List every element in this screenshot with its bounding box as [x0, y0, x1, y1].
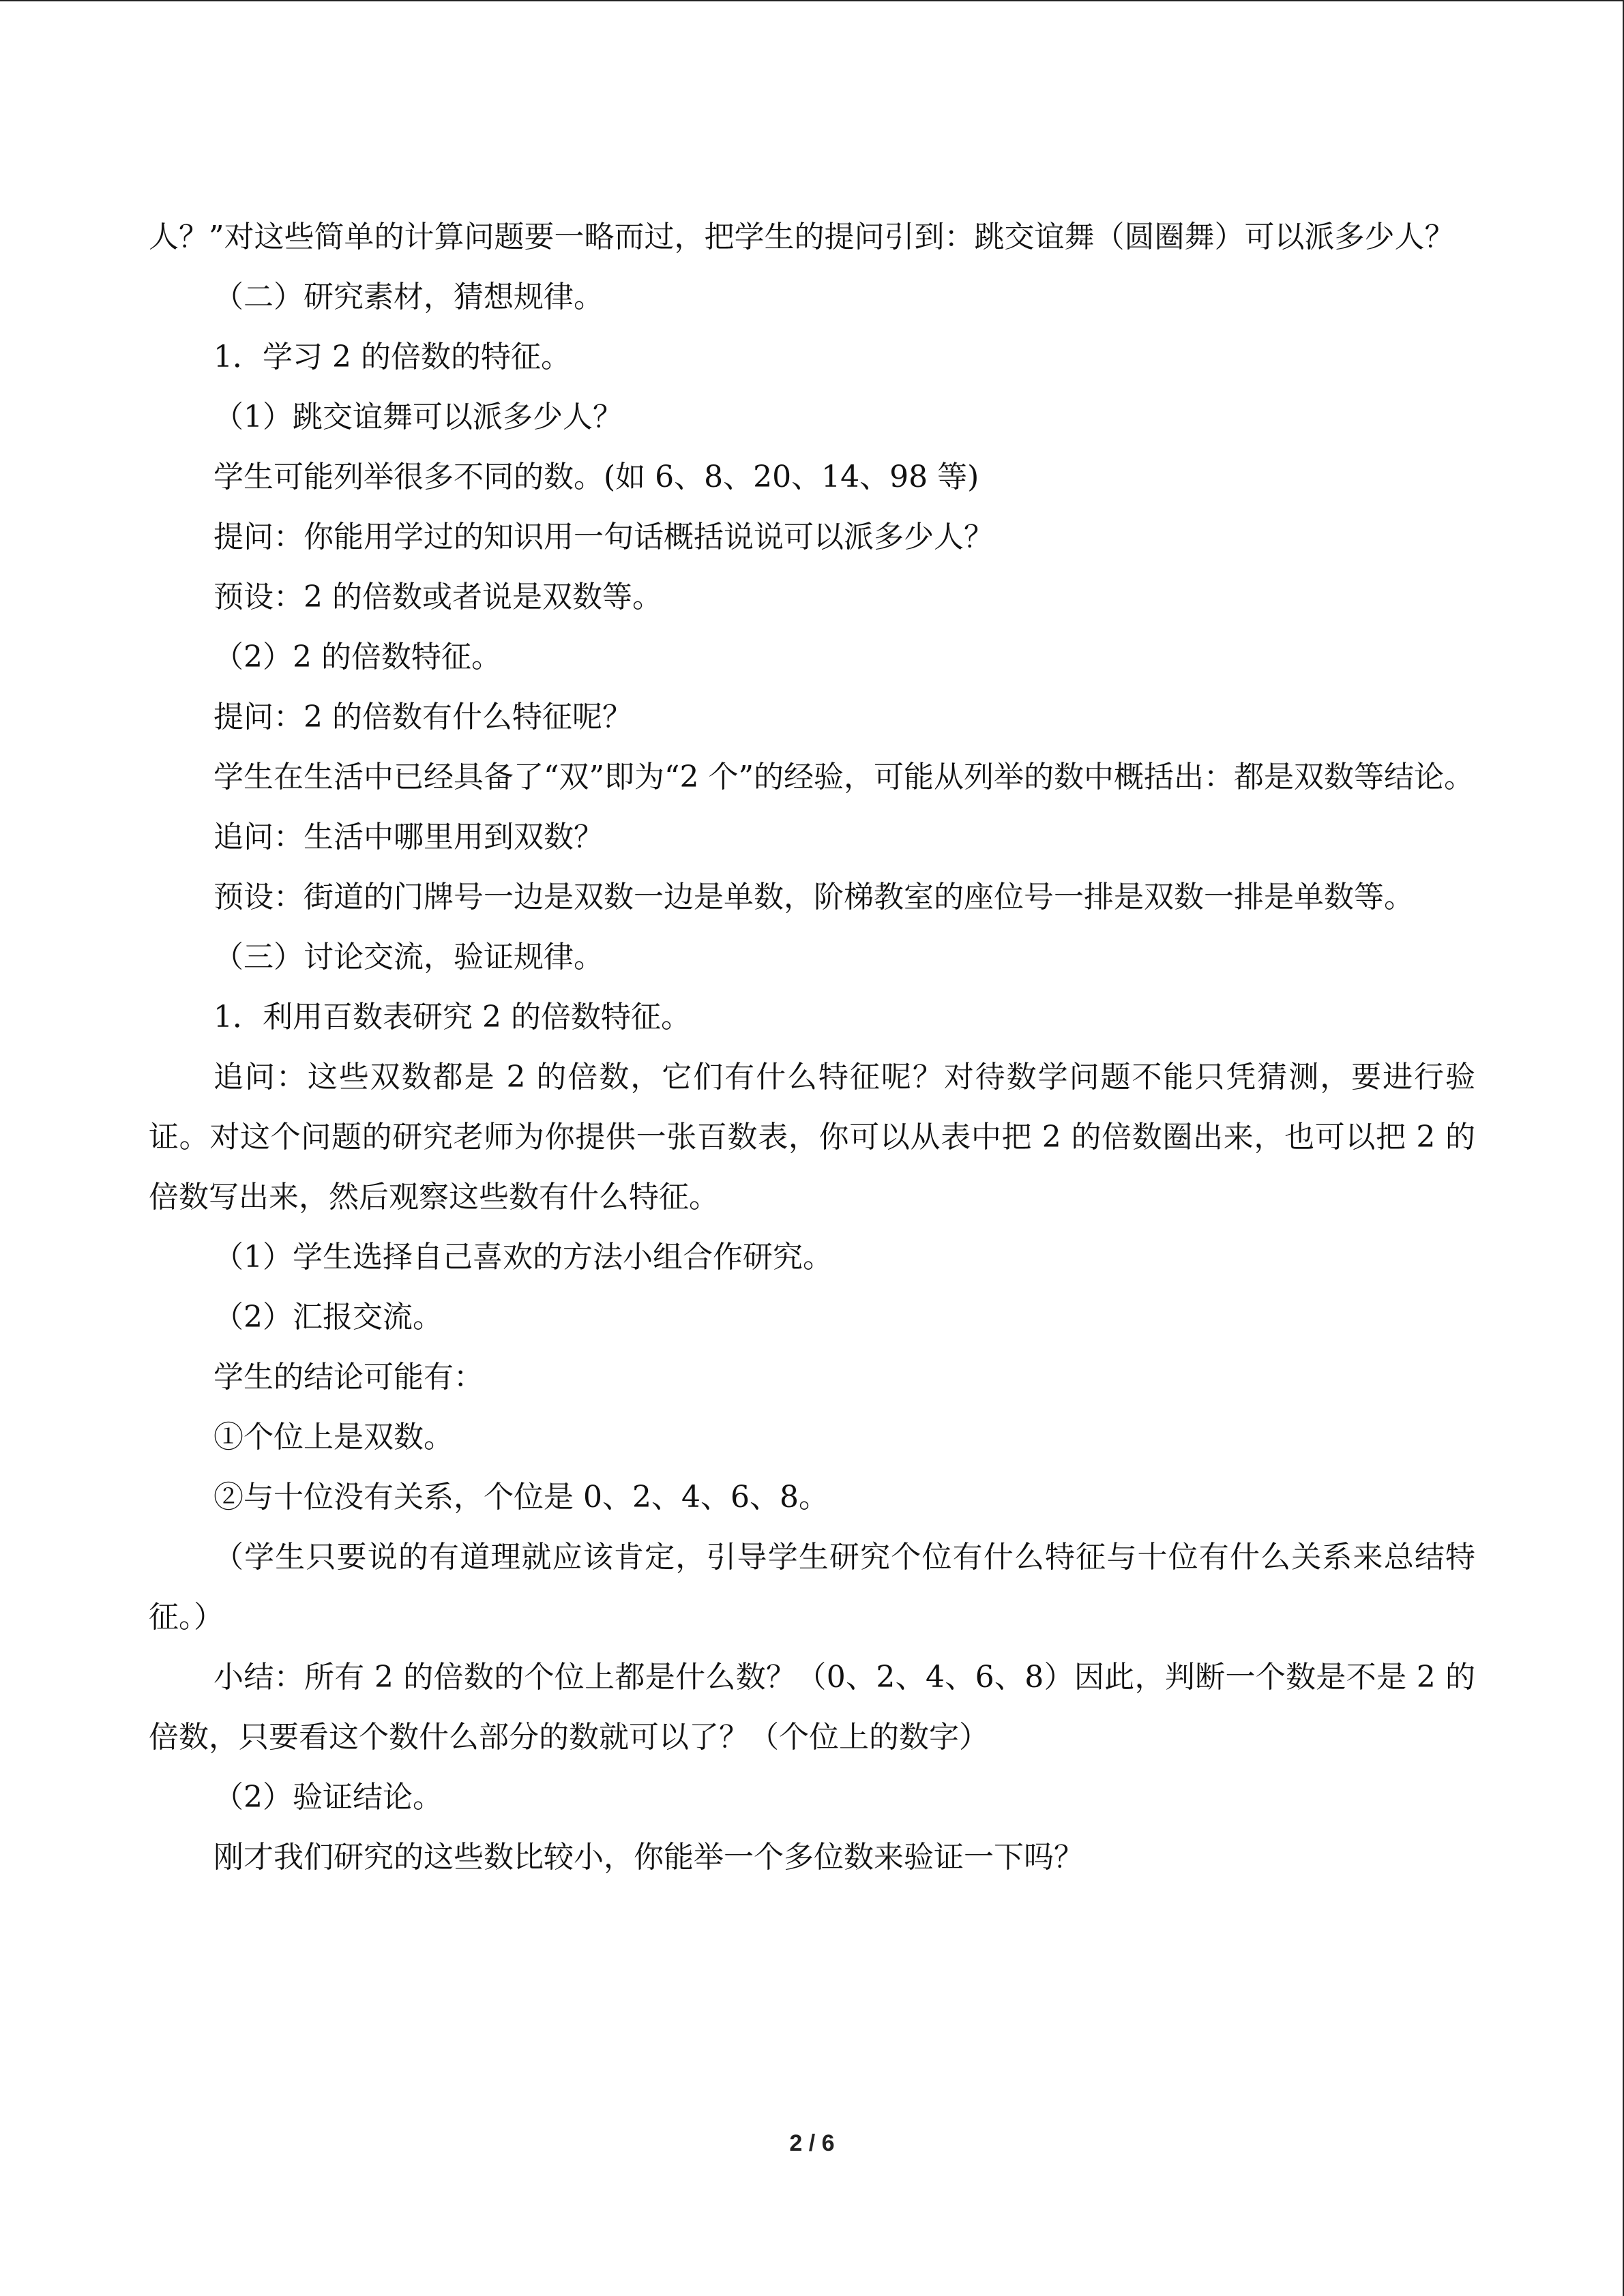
item-heading: （2）汇报交流。 [213, 1300, 443, 1335]
item-heading: （2）验证结论。 [213, 1780, 443, 1815]
paragraph: （学生只要说的有道理就应该肯定，引导学生研究个位有什么特征与十位有什么关系来总结特征。） [149, 1540, 1475, 1635]
subsection-heading: 1．学习 2 的倍数的特征。 [213, 340, 571, 374]
paragraph: 学生在生活中已经具备了“双”即为“2 个”的经验，可能从列举的数中概括出：都是双数等结论。 [213, 760, 1474, 794]
paragraph: 预设：2 的倍数或者说是双数等。 [213, 580, 662, 614]
item-heading: （2）2 的倍数特征。 [213, 640, 501, 674]
paragraph: 学生可能列举很多不同的数。(如 6、8、20、14、98 等) [213, 460, 979, 494]
item-heading: （1）跳交谊舞可以派多少人？ [213, 400, 623, 434]
summary-paragraph: 小结：所有 2 的倍数的个位上都是什么数？（0、2、4、6、8）因此，判断一个数是不是 2 的倍数，只要看这个数什么部分的数就可以了？（个位上的数字） [149, 1660, 1475, 1755]
page-number: 2 / 6 [789, 2130, 835, 2156]
section-heading-2: （二）研究素材，猜想规律。 [213, 280, 604, 314]
list-item: ①个位上是双数。 [213, 1420, 454, 1455]
paragraph: 追问：生活中哪里用到双数？ [213, 820, 604, 854]
document-body [149, 207, 1475, 1888]
list-item: ②与十位没有关系，个位是 0、2、4、6、8。 [213, 1480, 829, 1515]
section-heading-3: （三）讨论交流，验证规律。 [213, 940, 604, 974]
paragraph: 学生的结论可能有： [213, 1360, 484, 1395]
subsection-heading: 1．利用百数表研究 2 的倍数特征。 [213, 1000, 691, 1034]
paragraph: 提问：你能用学过的知识用一句话概括说说可以派多少人？ [213, 520, 994, 554]
item-heading: （1）学生选择自己喜欢的方法小组合作研究。 [213, 1240, 833, 1274]
paragraph: 提问：2 的倍数有什么特征呢？ [213, 700, 632, 734]
paragraph: 预设：街道的门牌号一边是双数一边是单数，阶梯教室的座位号一排是双数一排是单数等。 [213, 880, 1414, 914]
paragraph: 追问：这些双数都是 2 的倍数，它们有什么特征呢？对待数学问题不能只凭猜测，要进行验证。对这个问题的研究老师为你提供一张百数表，你可以从表中把 2 的倍数圈出来，也可以把 2 的倍数写出来，然后观察这些数有什么特征。 [149, 1060, 1475, 1214]
paragraph-continuation: 人？”对这些简单的计算问题要一略而过，把学生的提问引到：跳交谊舞（圆圈舞）可以派多少人？ [149, 220, 1455, 254]
paragraph: 刚才我们研究的这些数比较小，你能举一个多位数来验证一下吗？ [213, 1840, 1084, 1875]
